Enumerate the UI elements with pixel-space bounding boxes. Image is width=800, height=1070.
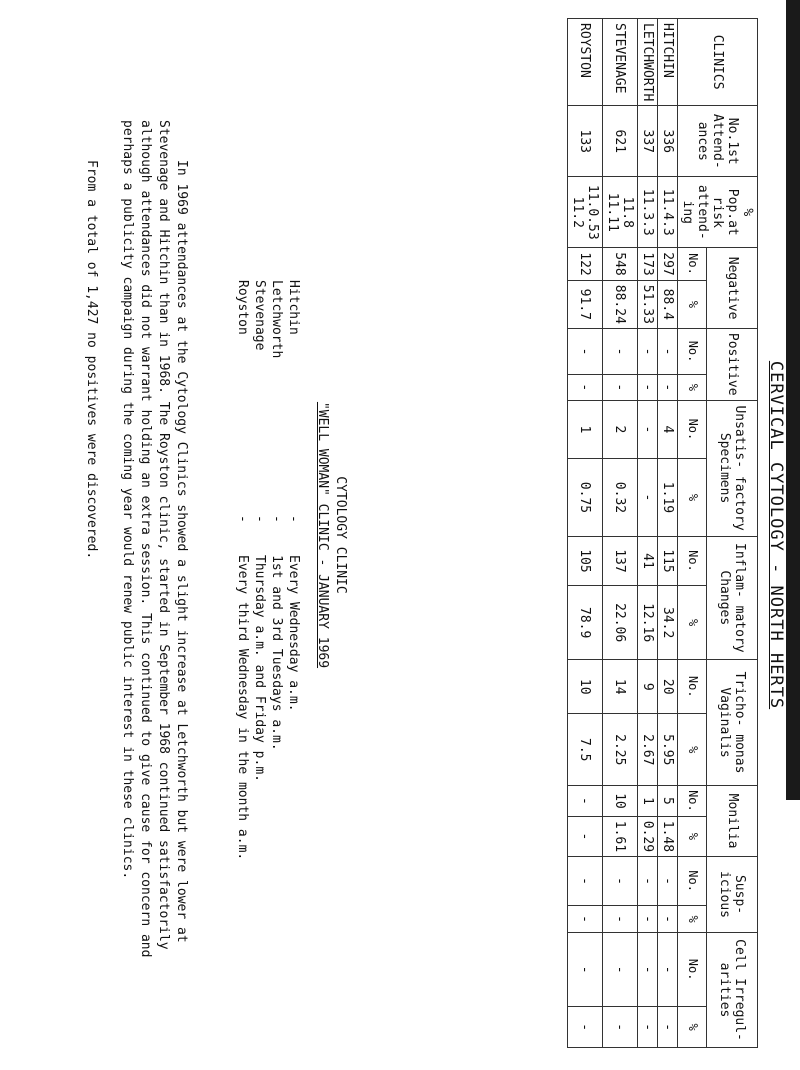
- cell-attend: 337: [638, 106, 658, 177]
- cell-risk: 11.8 11.11: [603, 177, 638, 248]
- sub-no: No.: [678, 400, 707, 459]
- section-subtitle: "WELL WOMAN" CLINIC - JANUARY 1969: [315, 401, 330, 669]
- header-unsatisfactory: Unsatis- factory Specimens: [707, 400, 758, 536]
- table-row-hitchin: [658, 19, 678, 1048]
- cell-mon-pct: 1.48: [658, 816, 678, 856]
- cell-pos-no: -: [568, 328, 603, 374]
- clinic-schedule: [234, 280, 302, 860]
- schedule-dash: -: [235, 515, 250, 523]
- summary-paragraph: In 1969 attendances at the Cytology Clinics showed a slight increase at Letchworth but were lower at Stevenage and Hitchin than in 1968. The Royston clinic, started in September 1968 continued satisfactorily although attendances did not warrant holding an extra session. This continued to give cause for concern and perhaps a publicity campaign during the coming year would renew public interest in these clinics.: [120, 120, 189, 958]
- cell-uns-no: 2: [603, 400, 638, 459]
- cell-inf-pct: 12.16: [638, 586, 658, 660]
- schedule-row: [268, 280, 285, 860]
- cell-cell-pct: -: [568, 1007, 603, 1048]
- cell-neg-pct: 51.33: [638, 280, 658, 328]
- cell-inf-no: 41: [638, 536, 658, 586]
- cell-neg-no: 173: [638, 248, 658, 280]
- schedule-row: [234, 280, 251, 860]
- cell-cell-pct: -: [638, 1007, 658, 1048]
- sub-pct: %: [678, 280, 707, 328]
- cell-neg-pct: 88.4: [658, 280, 678, 328]
- schedule-time: Every third Wednesday in the month a.m.: [235, 555, 250, 861]
- cell-mon-no: 10: [603, 786, 638, 817]
- table-row-stevenage: [603, 19, 638, 1048]
- cell-pos-pct: -: [568, 375, 603, 400]
- schedule-dash: -: [252, 515, 267, 523]
- cell-clinic: HITCHIN: [658, 19, 678, 106]
- header-negative: Negative: [707, 248, 758, 329]
- cell-tri-pct: 2.67: [638, 714, 658, 786]
- cell-risk: 11.0.53 11.2: [568, 177, 603, 248]
- cell-cell-pct: -: [658, 1007, 678, 1048]
- cell-uns-pct: -: [638, 459, 658, 536]
- conclusion-paragraph: From a total of 1,427 no positives were discovered.: [84, 160, 99, 560]
- cell-tri-no: 10: [568, 660, 603, 714]
- cell-inf-pct: 78.9: [568, 586, 603, 660]
- cell-tri-pct: 5.95: [658, 714, 678, 786]
- schedule-dash: -: [269, 515, 284, 523]
- sub-pct: %: [678, 906, 707, 933]
- cell-neg-no: 297: [658, 248, 678, 280]
- cell-uns-pct: 0.32: [603, 459, 638, 536]
- schedule-row: [285, 280, 302, 860]
- sub-pct: %: [678, 714, 707, 786]
- cell-tri-no: 14: [603, 660, 638, 714]
- sub-no: No.: [678, 933, 707, 1007]
- cell-sus-no: -: [638, 857, 658, 906]
- header-clinics: CLINICS: [678, 19, 758, 106]
- header-monilia: Monilia: [707, 786, 758, 857]
- cell-sus-no: -: [603, 857, 638, 906]
- cell-neg-no: 548: [603, 248, 638, 280]
- cell-inf-no: 115: [658, 536, 678, 586]
- cell-sus-pct: -: [638, 906, 658, 933]
- cell-uns-no: 1: [568, 400, 603, 459]
- cell-cell-pct: -: [603, 1007, 638, 1048]
- schedule-place: Letchworth: [269, 280, 284, 359]
- cell-risk: 11.4.3: [658, 177, 678, 248]
- sub-no: No.: [678, 328, 707, 374]
- cell-uns-no: -: [638, 400, 658, 459]
- cell-pos-no: -: [658, 328, 678, 374]
- header-inflammatory: Inflam- matory Changes: [707, 536, 758, 659]
- cell-neg-pct: 91.7: [568, 280, 603, 328]
- header-pop-at-risk: % Pop.at risk attend- ing: [678, 177, 758, 248]
- cell-mon-pct: -: [568, 816, 603, 856]
- cell-mon-no: -: [568, 786, 603, 817]
- cell-attend: 621: [603, 106, 638, 177]
- cell-mon-no: 5: [658, 786, 678, 817]
- schedule-row: [251, 280, 268, 860]
- header-suspicious: Susp- icious: [707, 857, 758, 933]
- sub-pct: %: [678, 1007, 707, 1048]
- scan-edge: [786, 0, 800, 800]
- header-attendances: No.1st Attend- ances: [678, 106, 758, 177]
- cell-inf-pct: 34.2: [658, 586, 678, 660]
- cell-attend: 336: [658, 106, 678, 177]
- schedule-dash: -: [286, 515, 301, 523]
- cell-clinic: LETCHWORTH: [638, 19, 658, 106]
- cell-pos-pct: -: [603, 375, 638, 400]
- cell-sus-pct: -: [603, 906, 638, 933]
- sub-pct: %: [678, 816, 707, 856]
- cell-sus-no: -: [568, 857, 603, 906]
- cell-sus-pct: -: [658, 906, 678, 933]
- cytology-results-table: [567, 18, 758, 1048]
- cell-sus-no: -: [658, 857, 678, 906]
- cell-cell-no: -: [638, 933, 658, 1007]
- cell-clinic: ROYSTON: [568, 19, 603, 106]
- schedule-time: 1st and 3rd Tuesdays a.m.: [269, 555, 284, 751]
- table-row-royston: [568, 19, 603, 1048]
- cell-neg-pct: 88.24: [603, 280, 638, 328]
- schedule-place: Stevenage: [252, 280, 267, 351]
- sub-no: No.: [678, 536, 707, 586]
- cell-tri-no: 9: [638, 660, 658, 714]
- cell-tri-no: 20: [658, 660, 678, 714]
- cell-sus-pct: -: [568, 906, 603, 933]
- cell-neg-no: 122: [568, 248, 603, 280]
- cell-uns-no: 4: [658, 400, 678, 459]
- cell-attend: 133: [568, 106, 603, 177]
- sub-no: No.: [678, 857, 707, 906]
- cell-cell-no: -: [603, 933, 638, 1007]
- cell-mon-no: 1: [638, 786, 658, 817]
- cell-pos-no: -: [638, 328, 658, 374]
- cell-pos-no: -: [603, 328, 638, 374]
- schedule-place: Royston: [235, 280, 250, 335]
- sub-no: No.: [678, 660, 707, 714]
- cell-tri-pct: 7.5: [568, 714, 603, 786]
- schedule-time: Thursday a.m. and Friday p.m.: [252, 555, 267, 782]
- section-title: CYTOLOGY CLINIC: [333, 476, 348, 594]
- sub-pct: %: [678, 459, 707, 536]
- table-header-row: [707, 19, 758, 1048]
- cell-cell-no: -: [658, 933, 678, 1007]
- cell-inf-pct: 22.06: [603, 586, 638, 660]
- cell-pos-pct: -: [658, 375, 678, 400]
- cell-clinic: STEVENAGE: [603, 19, 638, 106]
- schedule-time: Every Wednesday a.m.: [286, 555, 301, 712]
- header-trichomonas: Tricho- monas Vaginalis: [707, 660, 758, 786]
- cell-mon-pct: 0.29: [638, 816, 658, 856]
- cell-inf-no: 137: [603, 536, 638, 586]
- cell-uns-pct: 1.19: [658, 459, 678, 536]
- schedule-place: Hitchin: [286, 280, 301, 335]
- cell-uns-pct: 0.75: [568, 459, 603, 536]
- sub-pct: %: [678, 586, 707, 660]
- header-cell-irregularities: Cell Irregul- arities: [707, 933, 758, 1048]
- sub-no: No.: [678, 248, 707, 280]
- cell-mon-pct: 1.61: [603, 816, 638, 856]
- cell-cell-no: -: [568, 933, 603, 1007]
- header-positive: Positive: [707, 328, 758, 400]
- sub-pct: %: [678, 375, 707, 400]
- table-row-letchworth: [638, 19, 658, 1048]
- cell-inf-no: 105: [568, 536, 603, 586]
- cell-tri-pct: 2.25: [603, 714, 638, 786]
- document-title: CERVICAL CYTOLOGY - NORTH HERTS: [766, 360, 786, 710]
- sub-no: No.: [678, 786, 707, 817]
- cell-risk: 11.3.3: [638, 177, 658, 248]
- cell-pos-pct: -: [638, 375, 658, 400]
